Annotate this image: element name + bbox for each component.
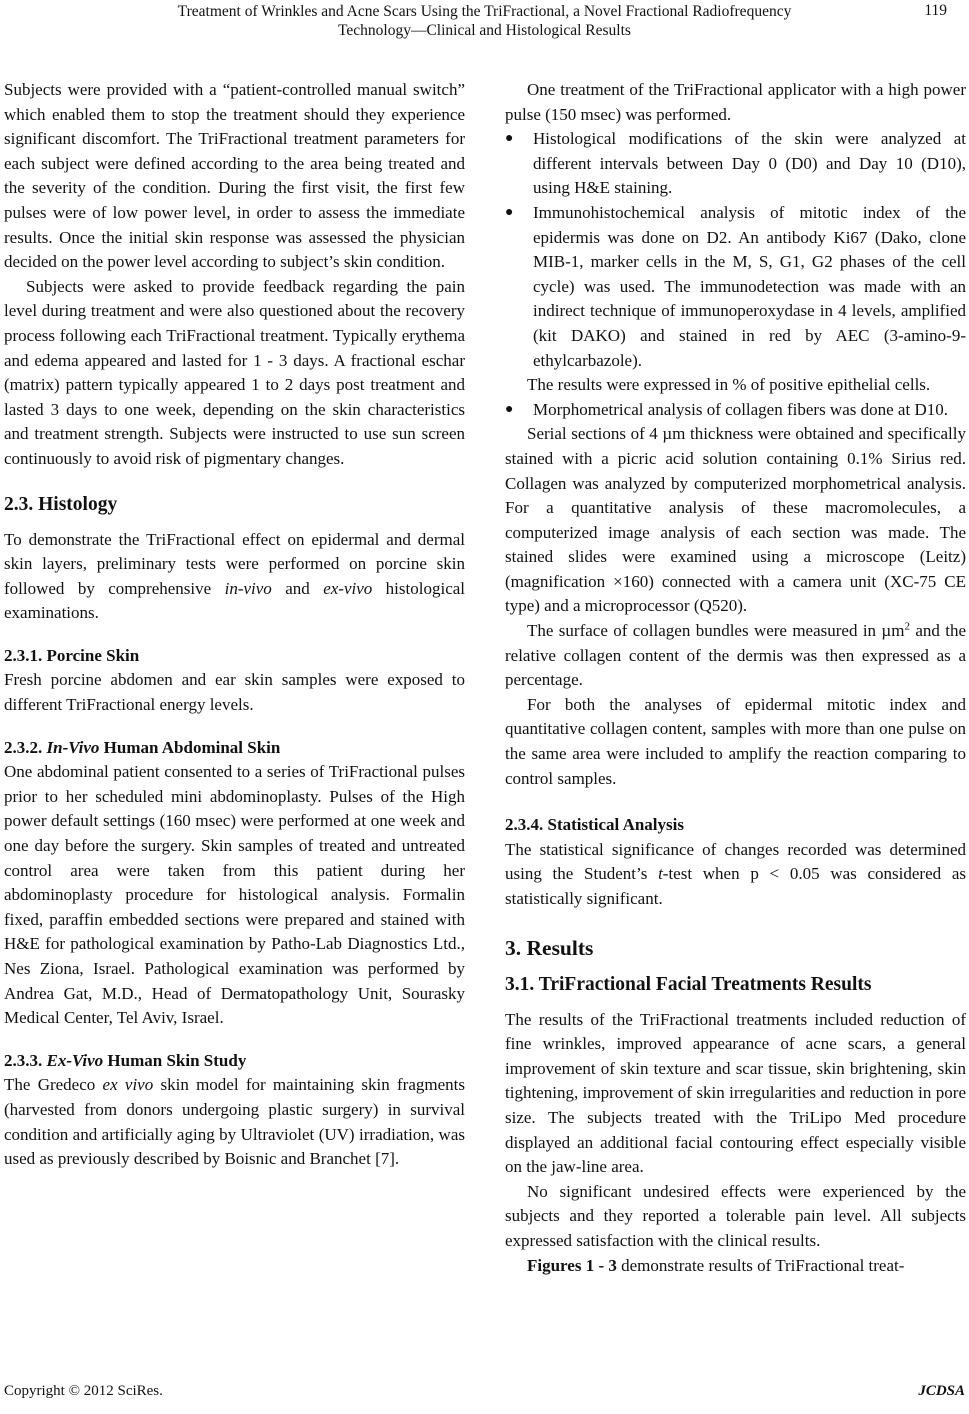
bullet-icon: ● bbox=[505, 204, 514, 220]
paragraph: No significant undesired effects were experienced by the subjects and they reported a tolerable pain level. All subjects expressed satisfaction with the clinical results. bbox=[505, 1181, 966, 1250]
subsection-heading-porcine-skin: 2.3.1. Porcine Skin bbox=[4, 645, 140, 665]
section-heading-histology: 2.3. Histology bbox=[4, 493, 118, 515]
running-title-line-1: Treatment of Wrinkles and Acne Scars Using the TriFractional, a Novel Fractional Radiofrequency bbox=[177, 3, 792, 20]
subsection-heading-in-vivo: 2.3.2. In-Vivo Human Abdominal Skin bbox=[4, 737, 281, 757]
subsection-heading-statistical-analysis: 2.3.4. Statistical Analysis bbox=[505, 815, 684, 835]
paragraph: The results of the TriFractional treatments included reduction of fine wrinkles, improved appearance of acne scars, a general improvement of skin texture and scar tissue, skin brightening, skin tightening, improvement of skin irregularities and reduction in pore size. The subjects treated with the TriLipo Med procedure displayed an additional facial contouring effect especially visible on the jaw-line area. bbox=[505, 1009, 966, 1177]
journal-abbrev: JCDSA bbox=[918, 1383, 965, 1399]
paragraph: To demonstrate the TriFractional effect on epidermal and dermal skin layers, preliminary tests were performed on porcine skin followed by comprehensive in-vivo and ex-vivo histological examinations. bbox=[4, 529, 466, 623]
paragraph: One abdominal patient consented to a series of TriFractional pulses prior to her scheduled mini abdominoplasty. Pulses of the High power default settings (160 msec) were performed at one week and one day before the surgery. Skin samples of treated and untreated control area were taken from this patient during her abdominoplasty procedure for histological analysis. Formalin fixed, paraffin embedded sections were prepared and stained with H&E for pathological examination by Patho-Lab Diagnostics Ltd., Nes Ziona, Israel. Pathological examination was performed by Andrea Gat, M.D., Head of Dermatopathology Unit, Sourasky Medical Center, Tel Aviv, Israel. bbox=[4, 762, 465, 1028]
paragraph: Serial sections of 4 µm thickness were obtained and specifically stained with a picric acid solution containing 0.1% Sirius red. Collagen was analyzed by computerized morphometrical analysis. For a quantitative analysis of these macromolecules, a computerized image analysis of each section was made. The stained slides were examined using a microscope (Leitz) (magnification ×160) connected with a camera unit (XC-75 CE type) and a microprocessor (Q520). bbox=[505, 424, 966, 616]
left-column bbox=[4, 78, 465, 1172]
bullet-item: ● Morphometrical analysis of collagen fibers was done at D10. bbox=[505, 398, 966, 423]
section-heading-results: 3. Results bbox=[505, 935, 594, 960]
page-number: 119 bbox=[924, 2, 947, 19]
bullet-icon: ● bbox=[505, 131, 514, 147]
paragraph: The results were expressed in % of positive epithelial cells. bbox=[527, 375, 931, 395]
subsection-heading-ex-vivo: 2.3.3. Ex-Vivo Human Skin Study bbox=[4, 1050, 247, 1070]
running-header bbox=[0, 0, 969, 48]
running-title bbox=[0, 2, 969, 40]
subsection-heading-facial-results: 3.1. TriFractional Facial Treatments Results bbox=[505, 973, 872, 995]
paragraph: The statistical significance of changes recorded was determined using the Student’s t-test when p < 0.05 was considered as statistically significant. bbox=[505, 839, 966, 908]
right-column bbox=[505, 78, 966, 1278]
paragraph: The surface of collagen bundles were measured in µm$^2$ and the relative collagen content of the dermis was then expressed as a percentage. bbox=[505, 620, 966, 690]
paragraph: Figures 1 - 3 demonstrate results of TriFractional treat- bbox=[527, 1255, 905, 1275]
paragraph: For both the analyses of epidermal mitotic index and quantitative collagen content, samples with more than one pulse on the same area were included to amplify the reaction comparing to control samples. bbox=[505, 694, 966, 788]
paragraph: Subjects were provided with a “patient-controlled manual switch” which enabled them to stop the treatment should they experience significant discomfort. The TriFractional treatment parameters for each subject were defined according to the area being treated and the severity of the condition. During the first visit, the first few pulses were of low power level, in order to assess the immediate results. Once the initial skin response was assessed the physician decided on the power level according to subject’s skin condition. bbox=[4, 80, 465, 272]
paragraph: Fresh porcine abdomen and ear skin samples were exposed to different TriFractional energy levels. bbox=[4, 670, 465, 715]
bullet-item: ● Histological modifications of the skin were analyzed at different intervals between Day 0 (D0) and Day 10 (D10), using H&E staining. bbox=[505, 127, 966, 201]
bullet-item: ● Immunohistochemical analysis of mitotic index of the epidermis was done on D2. An antibody Ki67 (Dako, clone MIB-1, marker cells in the M, S, G1, G2 phases of the cell cycle) was used. The immunodetection was made with an indirect technique of immunoperoxydase in 4 levels, amplified (kit DAKO) and stained in red by AEC (3-amino-9-ethylcarbazole). bbox=[505, 201, 966, 373]
copyright-notice: Copyright © 2012 SciRes. bbox=[4, 1383, 163, 1399]
paragraph: Subjects were asked to provide feedback regarding the pain level during treatment and were also questioned about the recovery process following each TriFractional treatment. Typically erythema and edema appeared and lasted for 1 - 3 days. A fractional eschar (matrix) pattern typically appeared 1 to 2 days post treatment and lasted 3 days to one week, depending on the skin characteristics and treatment strength. Subjects were instructed to use sun screen continuously to avoid risk of pigmentary changes. bbox=[4, 276, 465, 468]
bullet-icon: ● bbox=[505, 401, 514, 417]
paragraph: The Gredeco ex vivo skin model for maintaining skin fragments (harvested from donors undergoing plastic surgery) in survival condition and artificially aging by Ultraviolet (UV) irradiation, was used as previously described by Boisnic and Branchet [7]. bbox=[4, 1075, 465, 1169]
paragraph: One treatment of the TriFractional applicator with a high power pulse (150 msec) was performed. bbox=[505, 80, 966, 124]
running-title-line-2: Technology—Clinical and Histological Results bbox=[338, 22, 631, 39]
